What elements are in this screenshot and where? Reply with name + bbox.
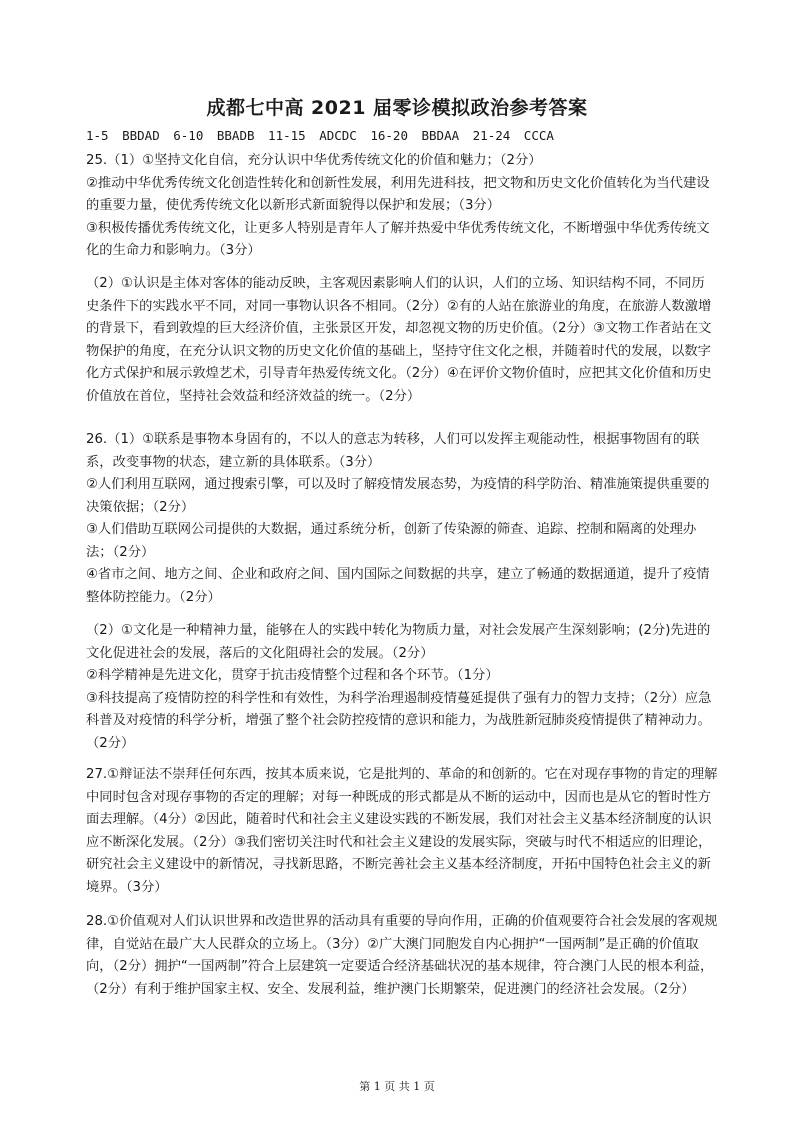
multiple-choice-answers: 1-5 BBDAD 6-10 BBADB 11-15 ADCDC 16-20 BBDAA 21-24 CCCA — [86, 128, 554, 143]
paragraph: 28.①价值观对人们认识世界和改造世界的活动具有重要的导向作用，正确的价值观要符合社会发展的客观规律，自觉站在最广大人民群众的立场上。（3分）②广大澳门同胞发自内心拥护“一国两制”是正确的价值取向，（2分）拥护“一国两制”符合上层建筑一定要适合经济基础状况的基本规律，符合澳门人民的根本利益，（2分）有利于维护国家主权、安全、发展利益，维护澳门长期繁荣，促进澳门的经济社会发展。（2分） — [86, 914, 718, 997]
paragraph: 27.①辩证法不崇拜任何东西，按其本质来说，它是批判的、革命的和创新的。它在对现存事物的肯定的理解中同时包含对现存事物的否定的理解；对每一种既成的形式都是从不断的运动中，因而也是从它的暂时性方面去理解。（4分）②因此，随着时代和社会主义建设实践的不断发展，我们对社会主义基本经济制度的认识应不断深化发展。（2分）③我们密切关注时代和社会主义建设的发展实际，突破与时代不相适应的旧理论，研究社会主义建设中的新情况，寻找新思路，不断完善社会主义基本经济制度，开拓中国特色社会主义的新境界。（3分） — [86, 767, 718, 895]
paragraph: 26.（1）①联系是事物本身固有的，不以人的意志为转移，人们可以发挥主观能动性，根据事物固有的联系，改变事物的状态，建立新的具体联系。（3分） — [86, 432, 700, 470]
document-title: 成都七中高 2021 届零诊模拟政治参考答案 — [206, 97, 588, 119]
paragraph: （2）①认识是主体对客体的能动反映，主客观因素影响人们的认识，人们的立场、知识结构不同，不同历史条件下的实践水平不同，对同一事物认识各不相同。（2分）②有的人站在旅游业的角度，在旅游人数激增的背景下，看到敦煌的巨大经济价值，主张景区开发，却忽视文物的历史价值。（2分）③文物工作者站在文物保护的角度，在充分认识文物的历史文化价值的基础上，坚持守住文化之根，并随着时代的发展，以数字化方式保护和展示敦煌艺术，引导青年热爱传统文化。（2分）④在评价文物价值时，应把其文化价值和历史价值放在首位，坚持社会效益和经济效益的统一。（2分） — [86, 276, 712, 404]
paragraph: ③科技提高了疫情防控的科学性和有效性，为科学治理遏制疫情蔓延提供了强有力的智力支持；（2分）应急科普及对疫情的科学分析，增强了整个社会防控疫情的意识和能力，为战胜新冠肺炎疫情提供了精神动力。（2分） — [86, 690, 712, 751]
paragraph: ②推动中华优秀传统文化创造性转化和创新性发展，利用先进科技，把文物和历史文化价值转化为当代建设的重要力量，使优秀传统文化以新形式新面貌得以保护和发展；（3分） — [86, 175, 710, 213]
paragraph: （2）①文化是一种精神力量，能够在人的实践中转化为物质力量，对社会发展产生深刻影响；(2分)先进的文化促进社会的发展，落后的文化阻碍社会的发展。（2分） — [86, 623, 711, 661]
paragraph: ④省市之间、地方之间、企业和政府之间、国内国际之间数据的共享，建立了畅通的数据通道，提升了疫情整体防控能力。（2分） — [86, 567, 710, 605]
paragraph: ③积极传播优秀传统文化，让更多人特别是青年人了解并热爱中华优秀传统文化，不断增强中华优秀传统文化的生命力和影响力。（3分） — [86, 220, 710, 258]
question-25-part-2 — [86, 273, 718, 408]
question-27 — [86, 764, 718, 899]
question-26-part-2 — [86, 620, 718, 755]
paragraph: 25.（1）①坚持文化自信，充分认识中华优秀传统文化的价值和魅力；（2分） — [86, 153, 542, 168]
page-footer: 第 1 页 共 1 页 — [359, 1080, 435, 1093]
question-25-part-1 — [86, 150, 718, 263]
paragraph: ②人们利用互联网，通过搜索引擎，可以及时了解疫情发展态势，为疫情的科学防治、精准施策提供重要的决策依据；（2分） — [86, 477, 710, 515]
paragraph: ②科学精神是先进文化，贯穿于抗击疫情整个过程和各个环节。（1分） — [86, 668, 499, 683]
question-26-part-1 — [86, 429, 718, 609]
paragraph: ③人们借助互联网公司提供的大数据，通过系统分析，创新了传染源的筛查、追踪、控制和隔离的处理办法；（2分） — [86, 522, 697, 560]
question-28 — [86, 911, 718, 1001]
